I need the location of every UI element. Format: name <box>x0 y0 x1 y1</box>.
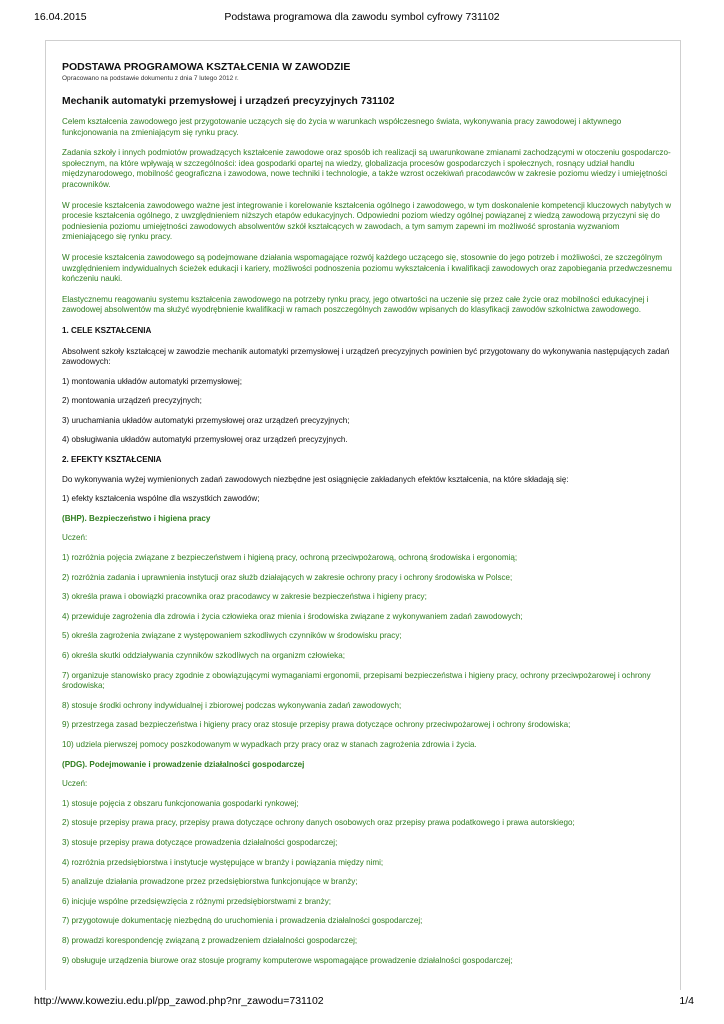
pdg-item: 6) inicjuje wspólne przedsięwzięcia z różnymi przedsiębiorstwami z branży; <box>62 896 331 906</box>
intro-paragraph: W procesie kształcenia zawodowego ważne jest integrowanie i korelowanie kształcenia ogólnego i zawodowego, w tym doskonalenie kompetencji kluczowych nabytych w procesie kształcenia ogólnego, z uwzględnieniem niższych etapów edukacyjnych. Odpowiedni poziom wiedzy ogólnej powiązanej z wiedzą zawodową przyczyni się do podniesienia poziomu umiejętności zawodowych absolwentów szkół kształcących w zawodach, a tym samym zapewni im możliwość sprostania wyzwaniom zmieniającego się rynku pracy. <box>62 200 672 242</box>
document-content <box>62 61 672 966</box>
intro-paragraph: W procesie kształcenia zawodowego są podejmowane działania wspomagające rozwój każdego uczącego się, stosownie do jego potrzeb i możliwości, ze szczególnym uwzględnieniem indywidualnych ścieżek edukacji i kariery, możliwości podnoszenia poziomu wykształcenia i kwalifikacji zawodowych oraz zapobiegania przedwczesnemu kończeniu nauki. <box>62 252 672 284</box>
goal-item: 4) obsługiwania układów automatyki przemysłowej oraz urządzeń precyzyjnych. <box>62 435 348 445</box>
section-heading-goals: 1. CELE KSZTAŁCENIA <box>62 325 152 335</box>
intro-paragraph: Elastycznemu reagowaniu systemu kształcenia zawodowego na potrzeby rynku pracy, jego otwartości na uczenie się przez całe życie oraz mobilności edukacyjnej i zawodowej absolwentów ma służyć wyodrębnienie kwalifikacji w ramach poszczególnych zawodów wpisanych do klasyfikacji zawodów szkolnictwa zawodowego. <box>62 294 649 315</box>
section-heading-effects: 2. EFEKTY KSZTAŁCENIA <box>62 455 162 465</box>
pdg-item: 9) obsługuje urządzenia biurowe oraz stosuje programy komputerowe wspomagające prowadzenie działalności gospodarczej; <box>62 955 513 965</box>
goals-text: Absolwent szkoły kształcącej w zawodzie mechanik automatyki przemysłowej i urządzeń precyzyjnych powinien być przygotowany do wykonywania następujących zadań zawodowych: <box>62 346 670 367</box>
pdg-item: 1) stosuje pojęcia z obszaru funkcjonowania gospodarki rynkowej; <box>62 798 299 808</box>
bhp-item: 9) przestrzega zasad bezpieczeństwa i higieny pracy oraz stosuje przepisy prawa dotyczące ochrony przeciwpożarowej i ochrony środowiska; <box>62 720 571 730</box>
pdg-item: 3) stosuje przepisy prawa dotyczące prowadzenia działalności gospodarczej; <box>62 837 338 847</box>
bhp-item: 7) organizuje stanowisko pracy zgodnie z obowiązującymi wymaganiami ergonomii, przepisami bezpieczeństwa i higieny pracy, ochrony przeciwpożarowej i ochrony środowiska; <box>62 670 651 691</box>
bhp-heading: (BHP). Bezpieczeństwo i higiena pracy <box>62 513 211 523</box>
print-url[interactable]: http://www.koweziu.edu.pl/pp_zawod.php?nr_zawodu=731102 <box>34 995 324 1007</box>
pdg-student-label: Uczeń: <box>62 779 88 789</box>
print-date: 16.04.2015 <box>34 11 87 23</box>
pdg-item: 5) analizuje działania prowadzone przez przedsiębiorstwa funkcjonujące w branży; <box>62 877 358 887</box>
print-header <box>0 5 724 21</box>
intro-paragraph: Celem kształcenia zawodowego jest przygotowanie uczących się do życia w warunkach współczesnego świata, wykonywania pracy zawodowej i aktywnego funkcjonowania na zmieniającym się rynku pracy. <box>62 117 622 137</box>
intro-paragraph: Zadania szkoły i innych podmiotów prowadzących kształcenie zawodowe oraz sposób ich realizacji są uwarunkowane zmianami zachodzącymi w otoczeniu gospodarczo-społecznym, na które wpływają w szczególności: idea gospodarki opartej na wiedzy, globalizacja procesów gospodarczych i społecznych, rosnący udział handlu międzynarodowego, mobilność geograficzna i zawodowa, nowe techniki i technologie, a także wzrost oczekiwań pracodawców w zakresie poziomu wiedzy i umiejętności pracowników. <box>62 148 671 189</box>
goal-item: 3) uruchamiania układów automatyki przemysłowej oraz urządzeń precyzyjnych; <box>62 415 350 425</box>
page-number: 1/4 <box>679 995 694 1007</box>
bhp-item: 5) określa zagrożenia związane z występowaniem szkodliwych czynników w środowisku pracy; <box>62 631 402 641</box>
goal-item: 1) montowania układów automatyki przemysłowej; <box>62 376 242 386</box>
bhp-item: 4) przewiduje zagrożenia dla zdrowia i życia człowieka oraz mienia i środowiska związane z wykonywaniem zadań zawodowych; <box>62 611 523 621</box>
effects-sub: 1) efekty kształcenia wspólne dla wszystkich zawodów; <box>62 494 260 504</box>
document-title: PODSTAWA PROGRAMOWA KSZTAŁCENIA W ZAWODZIE <box>62 61 351 73</box>
bhp-item: 6) określa skutki oddziaływania czynników szkodliwych na organizm człowieka; <box>62 651 345 660</box>
print-title: Podstawa programowa dla zawodu symbol cyfrowy 731102 <box>224 11 500 23</box>
bhp-item: 10) udziela pierwszej pomocy poszkodowanym w wypadkach przy pracy oraz w stanach zagrożenia zdrowia i życia. <box>62 739 477 749</box>
bhp-student-label: Uczeń: <box>62 533 88 543</box>
pdg-item: 4) rozróżnia przedsiębiorstwa i instytucje występujące w branży i powiązania między nimi; <box>62 857 384 867</box>
pdg-heading: (PDG). Podejmowanie i prowadzenie działalności gospodarczej <box>62 759 305 769</box>
pdg-item: 2) stosuje przepisy prawa pracy, przepisy prawa dotyczące ochrony danych osobowych oraz przepisy prawa podatkowego i prawa autorskiego; <box>62 818 575 828</box>
pdg-item: 8) prowadzi korespondencję związaną z prowadzeniem działalności gospodarczej; <box>62 935 358 945</box>
bhp-item: 8) stosuje środki ochrony indywidualnej i zbiorowej podczas wykonywania zadań zawodowych; <box>62 700 402 710</box>
effects-text: Do wykonywania wyżej wymienionych zadań zawodowych niezbędne jest osiągnięcie zakładanych efektów kształcenia, na które składają się: <box>62 474 569 484</box>
bhp-item: 3) określa prawa i obowiązki pracownika oraz pracodawcy w zakresie bezpieczeństwa i higieny pracy; <box>62 592 427 602</box>
bhp-item: 2) rozróżnia zadania i uprawnienia instytucji oraz służb działających w zakresie ochrony pracy i ochrony środowiska w Polsce; <box>62 572 513 582</box>
profession-title: Mechanik automatyki przemysłowej i urządzeń precyzyjnych 731102 <box>62 96 395 107</box>
pdg-item: 7) przygotowuje dokumentację niezbędną do uruchomienia i prowadzenia działalności gospodarczej; <box>62 916 423 926</box>
goal-item: 2) montowania urządzeń precyzyjnych; <box>62 396 202 406</box>
document-subtitle: Opracowano na podstawie dokumentu z dnia 7 lutego 2012 r. <box>62 75 239 82</box>
bhp-item: 1) rozróżnia pojęcia związane z bezpieczeństwem i higieną pracy, ochroną przeciwpożarową, ochroną środowiska i ergonomią; <box>62 553 518 563</box>
